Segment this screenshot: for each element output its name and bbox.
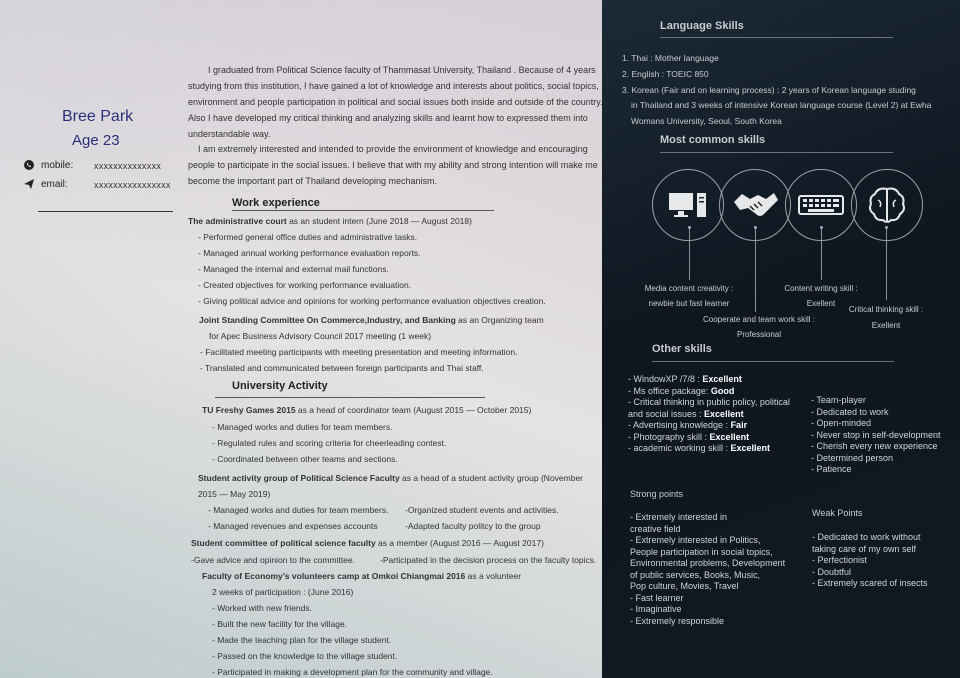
activity2-item: - Managed revenues and expenses accounts: [208, 521, 378, 531]
profile-age: Age 23: [72, 132, 120, 149]
connector-line: [886, 227, 887, 300]
skill-content-label: Content writing skill :: [784, 284, 858, 293]
activity-heading: University Activity: [232, 380, 328, 392]
language-rule: [660, 37, 893, 38]
other-skill-item: - Critical thinking in public policy, political and social issues : Excellent: [628, 397, 790, 419]
skill-coop-label: Cooperate and team work skill :: [702, 315, 816, 324]
connector-line: [821, 227, 822, 280]
intro-paragraph-1: I graduated from Political Science faculty of Thammasat University, Thailand . Because of 4 years studying from this institution, I have gained a lot of knowledge and interests about politics, social topics, environment and people participation in political and social issues both inside and outside of the country. Also I have developed my critical thinking and analyzing skills and learnt how to expressed them into understandable way.: [188, 65, 603, 139]
mobile-label: mobile:: [41, 160, 74, 171]
skill-critical-label: Critical thinking skill :: [848, 305, 924, 314]
strong-points-list: - Extremely interested in creative field - Extremely interested in Politics, People participation in social topics, Environmental problems, Development of public services, Books, Music, Pop culture, Movies, Travel - Fast learner - Imaginative - Extremely responsible: [630, 512, 786, 626]
personality-list: [811, 395, 956, 476]
job1-item: - Giving political advice and opinions for working performance evaluation objectives creation.: [198, 296, 546, 306]
language-item: 1. Thai : Mother language: [622, 53, 719, 63]
activity4-item: - Built the new facility for the village.: [212, 619, 348, 629]
activity3-item: -Gave advice and opinion to the committee.: [191, 555, 355, 565]
job1-header: The administrative court as an student intern (June 2018 — August 2018): [188, 216, 472, 226]
strong-points-heading: Strong points: [630, 489, 684, 499]
skill-media-level: newbie but fast learner: [648, 299, 730, 308]
personality-item: - Determined person: [811, 452, 894, 463]
activity3-item: -Participated in the decision process on the faculty topics.: [380, 555, 597, 565]
activity4-item: - Worked with new friends.: [212, 603, 312, 613]
computer-icon: [652, 169, 724, 241]
language-heading: Language Skills: [660, 20, 744, 32]
activity2-item: -Organized student events and activities.: [405, 505, 559, 515]
weak-points-list: - Dedicated to work without taking care of my own self - Perfectionist - Doubtful - Extremely scared of insects: [812, 532, 928, 588]
connector-dot: [820, 226, 823, 229]
mobile-value: xxxxxxxxxxxxxx: [94, 161, 162, 171]
work-heading: Work experience: [232, 197, 320, 209]
other-skill-item: - Ms office package: Good: [628, 385, 735, 396]
work-heading-rule: [232, 210, 494, 211]
skill-coop-level: Professional: [736, 330, 782, 339]
activity4-header: Faculty of Economy’s volunteers camp at Omkoi Chiangmai 2016 as a volunteer: [202, 571, 522, 581]
other-skill-item: - Photography skill : Excellent: [628, 431, 750, 442]
skill-content-level: Exellent: [806, 299, 836, 308]
activity1-item: - Managed works and duties for team members.: [212, 422, 393, 432]
connector-dot: [885, 226, 888, 229]
activity2-item: - Managed works and duties for team members.: [208, 505, 389, 515]
activity1-item: - Coordinated between other teams and sections.: [212, 454, 398, 464]
job2-subheader: for Apec Business Advisory Council 2017 meeting (1 week): [209, 331, 432, 341]
email-label: email:: [41, 179, 68, 190]
activity1-header: TU Freshy Games 2015 as a head of coordinator team (August 2015 — October 2015): [202, 405, 532, 415]
job1-item: - Created objectives for working performance evaluation.: [198, 280, 412, 290]
phone-icon: [24, 160, 34, 170]
activity4-item: 2 weeks of participation : (June 2016): [212, 587, 354, 597]
profile-name: Bree Park: [62, 108, 134, 125]
job2-header: Joint Standing Committee On Commerce,Industry, and Banking as an Organizing team: [199, 315, 544, 325]
language-item: Womans University, Seoul, South Korea: [631, 116, 782, 126]
other-skills-list: [628, 374, 803, 455]
common-skills-heading: Most common skills: [660, 134, 766, 146]
other-skill-item: - Advertising knowledge : Fair: [628, 420, 748, 430]
connector-line: [689, 227, 690, 280]
activity2-item: -Adapted faculty politcy to the group: [405, 521, 541, 531]
personality-item: - Dedicated to work: [811, 406, 889, 417]
activity4-item: - Passed on the knowledge to the village student.: [212, 651, 398, 661]
weak-points-heading: Weak Points: [812, 508, 863, 518]
other-skills-heading: Other skills: [652, 343, 712, 355]
other-skill-item: - WindowXP /7/8 : Excellent: [628, 374, 742, 384]
job2-item: - Facilitated meeting participants with meeting presentation and meeting information.: [200, 347, 518, 357]
personality-item: - Team-player: [811, 395, 866, 405]
common-skills-rule: [660, 152, 893, 153]
personality-item: - Cherish every new experience: [811, 441, 938, 451]
other-skill-item: - academic working skill : Excellent: [628, 443, 771, 453]
divider: [38, 211, 173, 212]
connector-dot: [688, 226, 691, 229]
language-item: 3. Korean (Fair and on learning process) : 2 years of Korean language studing: [622, 85, 916, 95]
email-value: xxxxxxxxxxxxxxxx: [94, 180, 171, 190]
activity4-item: - Made the teaching plan for the village student.: [212, 635, 392, 645]
activity-heading-rule: [215, 397, 485, 398]
skill-media-label: Media content creativity :: [644, 284, 734, 293]
language-item: in Thailand and 3 weeks of intensive Korean language course (Level 2) at Ewha: [631, 100, 932, 110]
activity3-header: Student committee of political science faculty as a member (August 2016 — August 2017): [191, 538, 544, 548]
personality-item: - Patience: [811, 464, 852, 474]
activity2-subheader: 2015 — May 2019): [198, 489, 271, 499]
personality-item: - Open-minded: [811, 418, 872, 428]
job1-item: - Performed general office duties and administrative tasks.: [198, 232, 418, 242]
activity2-header: Student activity group of Political Science Faculty as a head of a student activity group (November: [198, 473, 584, 483]
language-item: 2. English : TOEIC 850: [622, 69, 709, 79]
personality-item: - Never stop in self-development: [811, 429, 941, 440]
job1-item: - Managed annual working performance evaluation reports.: [198, 248, 421, 258]
other-skills-rule: [652, 361, 894, 362]
job2-item: - Translated and communicated between foreign participants and Thai staff.: [200, 363, 484, 373]
brain-icon: [851, 169, 923, 241]
job1-item: - Managed the internal and external mail functions.: [198, 264, 389, 274]
send-icon: [24, 179, 34, 189]
activity4-item: - Participated in making a development plan for the community and village.: [212, 667, 493, 677]
connector-dot: [754, 226, 757, 229]
skill-critical-level: Exellent: [871, 321, 901, 330]
connector-line: [755, 227, 756, 312]
intro-paragraph-2: I am extremely interested and intended to provide the environment of knowledge and encouraging people to participate in the social issues. I believe that with my ability and strong intention will make me become the important part of Thailand developing mechanism.: [188, 144, 598, 186]
activity1-item: - Regulated rules and scoring criteria for cheerleading contest.: [212, 438, 447, 448]
